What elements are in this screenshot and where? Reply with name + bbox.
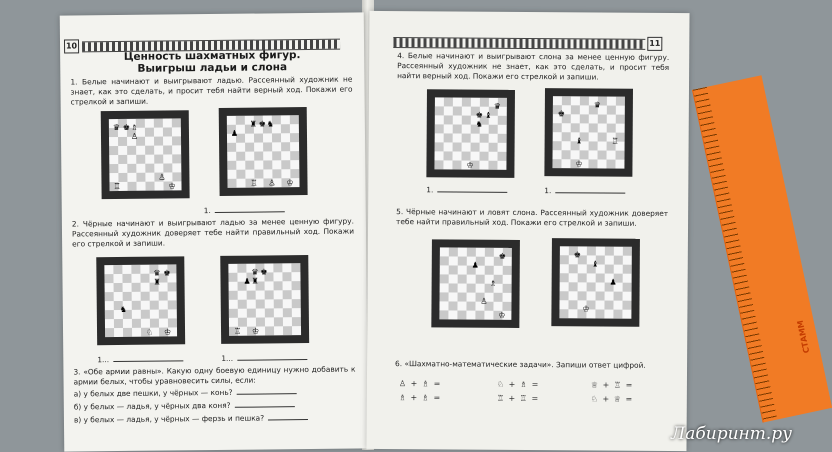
chess-piece-icon: ♚	[498, 251, 506, 261]
chess-piece-icon: ♗	[130, 122, 139, 132]
orange-ruler	[692, 75, 832, 422]
task2-text: 2. Чёрные начинают и выигрывают ладью за менее ценную фигуру. Рассеянный художник доверяет тебе найти правильный ход. Покажи его стрелкой и запиши.	[71, 216, 355, 249]
chess-piece-icon: ♞	[119, 304, 127, 314]
equation-2: ♗ + ♗ =	[398, 393, 442, 403]
chess-piece-icon: ♙	[130, 131, 139, 141]
chess-piece-icon: ♗	[489, 278, 497, 288]
chess-piece-icon: ♔	[163, 327, 172, 337]
chess-piece-icon: ♚	[260, 267, 268, 277]
task5-text: 5. Чёрные начинают и ловят слона. Рассеянный художник доверяет тебе найти правильный ход. Покажи его стрелкой и запиши.	[396, 207, 669, 228]
left-page	[60, 12, 369, 451]
ruler-ticks	[693, 87, 777, 422]
chess-piece-icon: ♛	[593, 100, 601, 110]
page-title-line2: Выигрыш ладьи и слона	[137, 61, 288, 75]
task4-answer-a: 1.	[426, 185, 507, 195]
page-header-ornament	[393, 37, 645, 50]
page-title-line1: Ценность шахматных фигур.	[123, 49, 301, 63]
chess-piece-icon: ♝	[591, 259, 599, 269]
chess-piece-icon: ♔	[466, 160, 474, 170]
chess-piece-icon: ♜	[251, 276, 259, 286]
chess-piece-icon: ♚	[475, 110, 483, 120]
page-number: 11	[647, 37, 662, 51]
chess-piece-icon: ♚	[557, 109, 565, 119]
chess-piece-icon: ♟	[230, 128, 239, 138]
task4-text: 4. Белые начинают и выигрывают слона за менее ценную фигуру. Рассеянный художник не знает, как это сделать, и просит тебя найти верный ход. Покажи его стрелкой и запиши.	[397, 51, 670, 82]
chess-piece-icon: ♘	[145, 327, 154, 337]
task3-a: а) у белых две пешки, у чёрных — конь?	[74, 387, 297, 398]
chess-piece-icon: ♙	[268, 178, 276, 188]
chess-piece-icon: ♔	[251, 326, 260, 336]
task3-c: в) у белых — ладья, у чёрных — ферзь и пешка?	[74, 413, 308, 424]
chess-piece-icon: ♖	[113, 181, 121, 192]
chess-piece-icon: ♚	[258, 119, 266, 129]
equation-3: ♘ + ♗ =	[496, 379, 540, 390]
ruler-brand: СТАММ	[795, 319, 812, 355]
chess-diagram-2	[219, 107, 308, 196]
chess-diagram-1	[101, 110, 190, 199]
task1-text: 1. Белые начинают и выигрывают ладью. Рассеянный художник не знает, как это сделать, и просит тебя найти верный ход. Покажи его стрелкой и запиши.	[70, 74, 353, 107]
chess-diagram-8	[551, 238, 640, 327]
task3-text: 3. «Обе армии равны». Какую одну боевую единицу нужно добавить к армии белых, чтобы уравновесить силы, если:	[73, 364, 356, 387]
watermark: Лабиринт.ру	[671, 424, 792, 444]
chess-piece-icon: ♟	[471, 260, 479, 270]
chess-piece-icon: ♔	[582, 304, 590, 314]
chess-diagram-3	[96, 256, 185, 345]
right-page	[366, 11, 689, 451]
chess-piece-icon: ♚	[163, 268, 171, 278]
equation-6: ♘ + ♕ =	[590, 394, 634, 404]
chess-piece-icon: ♞	[475, 119, 483, 129]
task2-answer-b: 1...	[221, 353, 307, 363]
chess-piece-icon: ♙	[480, 296, 488, 306]
chess-piece-icon: ♖	[250, 178, 258, 188]
chess-piece-icon: ♔	[168, 181, 176, 191]
chess-piece-icon: ♔	[286, 178, 294, 188]
chess-piece-icon: ♛	[493, 101, 501, 111]
chess-piece-icon: ♙	[158, 172, 166, 182]
task3-b: б) у белых — ладья, у чёрных два коня?	[74, 400, 295, 411]
chess-diagram-7	[431, 239, 520, 328]
chess-piece-icon: ♚	[122, 122, 131, 132]
chess-piece-icon: ♚	[573, 250, 581, 260]
chess-piece-icon: ♛	[251, 267, 259, 277]
chess-diagram-6	[544, 88, 633, 177]
task4-answer-b: 1.	[544, 186, 625, 196]
chess-piece-icon: ♛	[153, 268, 161, 278]
chess-piece-icon: ♟	[243, 276, 251, 286]
equation-5: ♕ + ♖ =	[590, 380, 634, 390]
chess-piece-icon: ♜	[153, 277, 161, 287]
chess-piece-icon: ♟	[609, 277, 617, 287]
equation-4: ♖ + ♖ =	[496, 393, 540, 404]
equation-1: ♙ + ♗ =	[398, 379, 442, 389]
task2-answer-a: 1...	[97, 354, 183, 364]
page-number: 10	[64, 39, 79, 53]
chess-piece-icon: ♝	[484, 110, 492, 120]
chess-piece-icon: ♞	[266, 119, 274, 129]
chess-piece-icon: ♖	[233, 326, 242, 336]
chess-piece-icon: ♛	[112, 122, 121, 133]
task1-answer: 1.	[204, 205, 285, 215]
task6-text: 6. «Шахматно-математические задачи». Запиши ответ цифрой.	[395, 359, 646, 370]
chess-piece-icon: ♜	[249, 119, 257, 129]
chess-diagram-5	[426, 89, 515, 178]
chess-piece-icon: ♔	[575, 159, 583, 169]
chess-piece-icon: ♔	[498, 310, 506, 320]
chess-diagram-4	[220, 255, 309, 344]
chess-piece-icon: ♝	[575, 136, 583, 146]
chess-piece-icon: ♖	[611, 136, 619, 146]
